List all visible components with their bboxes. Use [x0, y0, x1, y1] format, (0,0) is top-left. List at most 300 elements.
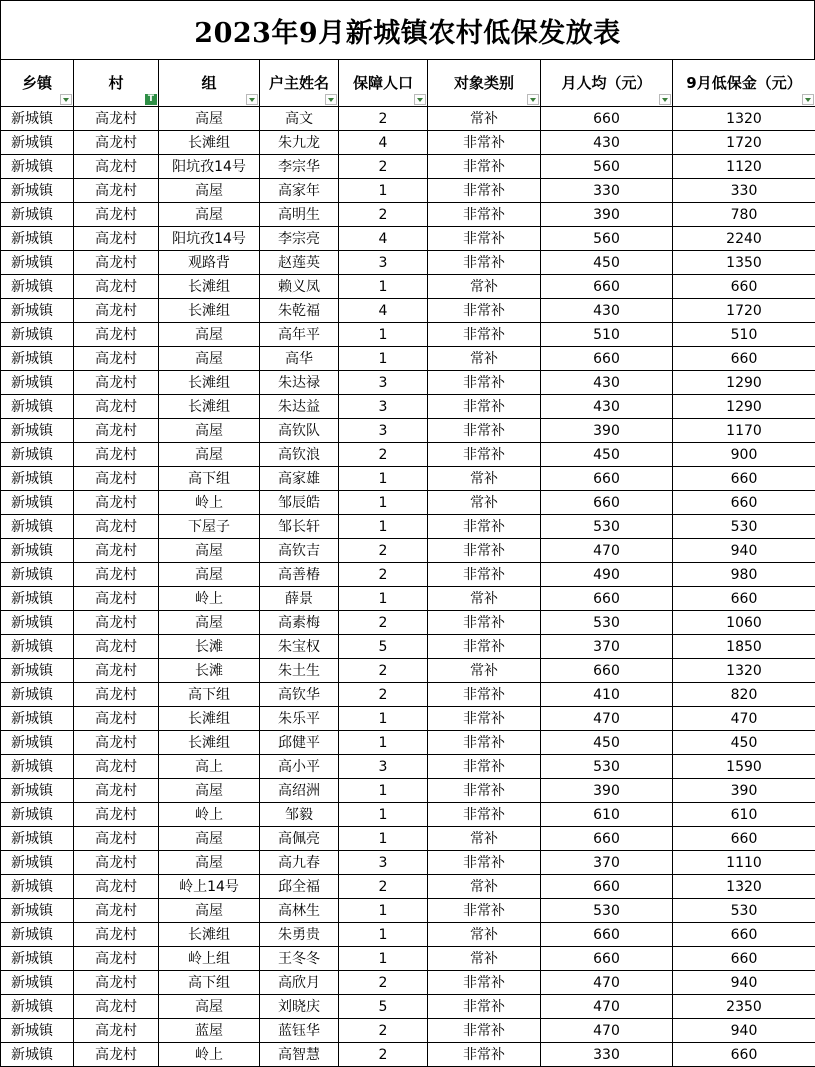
- table-cell[interactable]: 470: [541, 995, 673, 1019]
- table-cell[interactable]: 非常补: [428, 1043, 541, 1067]
- filter-dropdown-icon[interactable]: [527, 94, 539, 105]
- table-cell[interactable]: 高龙村: [74, 779, 159, 803]
- table-cell[interactable]: 1: [339, 587, 428, 611]
- table-cell[interactable]: 660: [673, 347, 815, 371]
- table-cell[interactable]: 1: [339, 923, 428, 947]
- table-cell[interactable]: 2: [339, 875, 428, 899]
- table-cell[interactable]: 660: [673, 467, 815, 491]
- table-cell[interactable]: 高屋: [159, 995, 260, 1019]
- table-cell[interactable]: 高钦浪: [260, 443, 339, 467]
- table-cell[interactable]: 新城镇: [1, 491, 74, 515]
- table-cell[interactable]: 新城镇: [1, 1019, 74, 1043]
- table-cell[interactable]: 新城镇: [1, 539, 74, 563]
- table-cell[interactable]: 1350: [673, 251, 815, 275]
- table-cell[interactable]: 非常补: [428, 131, 541, 155]
- filter-active-icon[interactable]: [145, 94, 157, 105]
- table-cell[interactable]: 1: [339, 827, 428, 851]
- table-cell[interactable]: 长滩组: [159, 395, 260, 419]
- table-cell[interactable]: 高屋: [159, 179, 260, 203]
- table-cell[interactable]: 朱宝权: [260, 635, 339, 659]
- table-cell[interactable]: 新城镇: [1, 467, 74, 491]
- table-cell[interactable]: 岭上: [159, 1043, 260, 1067]
- table-cell[interactable]: 邱全福: [260, 875, 339, 899]
- table-cell[interactable]: 高龙村: [74, 299, 159, 323]
- filter-dropdown-icon[interactable]: [802, 94, 814, 105]
- table-cell[interactable]: 高家年: [260, 179, 339, 203]
- table-cell[interactable]: 新城镇: [1, 611, 74, 635]
- table-cell[interactable]: 新城镇: [1, 731, 74, 755]
- table-cell[interactable]: 非常补: [428, 683, 541, 707]
- table-cell[interactable]: 1320: [673, 875, 815, 899]
- table-cell[interactable]: 非常补: [428, 227, 541, 251]
- table-cell[interactable]: 朱勇贵: [260, 923, 339, 947]
- table-cell[interactable]: 高屋: [159, 347, 260, 371]
- table-cell[interactable]: 560: [541, 155, 673, 179]
- table-cell[interactable]: 410: [541, 683, 673, 707]
- table-cell[interactable]: 1720: [673, 131, 815, 155]
- table-cell[interactable]: 新城镇: [1, 971, 74, 995]
- table-cell[interactable]: 新城镇: [1, 995, 74, 1019]
- table-cell[interactable]: 新城镇: [1, 107, 74, 131]
- table-cell[interactable]: 新城镇: [1, 275, 74, 299]
- table-cell[interactable]: 430: [541, 299, 673, 323]
- table-cell[interactable]: 660: [673, 275, 815, 299]
- table-cell[interactable]: 岭上: [159, 491, 260, 515]
- table-cell[interactable]: 660: [541, 659, 673, 683]
- table-cell[interactable]: 高龙村: [74, 419, 159, 443]
- table-cell[interactable]: 470: [541, 1019, 673, 1043]
- table-cell[interactable]: 新城镇: [1, 515, 74, 539]
- table-cell[interactable]: 李宗亮: [260, 227, 339, 251]
- table-cell[interactable]: 3: [339, 755, 428, 779]
- table-cell[interactable]: 470: [541, 971, 673, 995]
- table-cell[interactable]: 非常补: [428, 755, 541, 779]
- table-cell[interactable]: 岭上14号: [159, 875, 260, 899]
- table-cell[interactable]: 390: [673, 779, 815, 803]
- table-cell[interactable]: 岭上: [159, 803, 260, 827]
- table-cell[interactable]: 高下组: [159, 467, 260, 491]
- table-cell[interactable]: 高屋: [159, 899, 260, 923]
- table-cell[interactable]: 1: [339, 323, 428, 347]
- table-cell[interactable]: 非常补: [428, 179, 541, 203]
- table-cell[interactable]: 非常补: [428, 851, 541, 875]
- table-cell[interactable]: 新城镇: [1, 395, 74, 419]
- table-cell[interactable]: 4: [339, 131, 428, 155]
- table-cell[interactable]: 980: [673, 563, 815, 587]
- table-cell[interactable]: 2: [339, 1043, 428, 1067]
- table-cell[interactable]: 1: [339, 947, 428, 971]
- table-cell[interactable]: 1120: [673, 155, 815, 179]
- table-cell[interactable]: 高智慧: [260, 1043, 339, 1067]
- table-cell[interactable]: 非常补: [428, 563, 541, 587]
- table-cell[interactable]: 朱九龙: [260, 131, 339, 155]
- table-cell[interactable]: 阳坑孜14号: [159, 155, 260, 179]
- table-cell[interactable]: 390: [541, 779, 673, 803]
- table-cell[interactable]: 330: [541, 179, 673, 203]
- table-cell[interactable]: 新城镇: [1, 323, 74, 347]
- table-cell[interactable]: 新城镇: [1, 635, 74, 659]
- table-cell[interactable]: 高下组: [159, 971, 260, 995]
- table-cell[interactable]: 1: [339, 731, 428, 755]
- table-cell[interactable]: 邱健平: [260, 731, 339, 755]
- table-cell[interactable]: 高龙村: [74, 323, 159, 347]
- table-cell[interactable]: 邹毅: [260, 803, 339, 827]
- table-cell[interactable]: 660: [673, 1043, 815, 1067]
- table-cell[interactable]: 蓝屋: [159, 1019, 260, 1043]
- table-cell[interactable]: 新城镇: [1, 251, 74, 275]
- table-cell[interactable]: 非常补: [428, 971, 541, 995]
- table-cell[interactable]: 820: [673, 683, 815, 707]
- table-cell[interactable]: 高绍洲: [260, 779, 339, 803]
- table-cell[interactable]: 高屋: [159, 539, 260, 563]
- table-cell[interactable]: 660: [673, 827, 815, 851]
- table-cell[interactable]: 2: [339, 971, 428, 995]
- table-cell[interactable]: 常补: [428, 827, 541, 851]
- table-cell[interactable]: 660: [673, 947, 815, 971]
- table-cell[interactable]: 1170: [673, 419, 815, 443]
- table-cell[interactable]: 新城镇: [1, 923, 74, 947]
- table-cell[interactable]: 610: [541, 803, 673, 827]
- table-cell[interactable]: 岭上: [159, 587, 260, 611]
- table-cell[interactable]: 1: [339, 707, 428, 731]
- table-cell[interactable]: 长滩: [159, 659, 260, 683]
- table-cell[interactable]: 高龙村: [74, 659, 159, 683]
- table-cell[interactable]: 赵莲英: [260, 251, 339, 275]
- table-cell[interactable]: 1: [339, 347, 428, 371]
- table-cell[interactable]: 非常补: [428, 203, 541, 227]
- table-cell[interactable]: 常补: [428, 947, 541, 971]
- table-cell[interactable]: 长滩组: [159, 275, 260, 299]
- table-cell[interactable]: 1: [339, 515, 428, 539]
- table-cell[interactable]: 新城镇: [1, 443, 74, 467]
- table-cell[interactable]: 660: [541, 587, 673, 611]
- table-cell[interactable]: 非常补: [428, 707, 541, 731]
- table-cell[interactable]: 高龙村: [74, 683, 159, 707]
- table-cell[interactable]: 高龙村: [74, 899, 159, 923]
- table-cell[interactable]: 高龙村: [74, 731, 159, 755]
- table-cell[interactable]: 高龙村: [74, 539, 159, 563]
- table-cell[interactable]: 非常补: [428, 299, 541, 323]
- table-cell[interactable]: 高欣月: [260, 971, 339, 995]
- table-cell[interactable]: 高龙村: [74, 1019, 159, 1043]
- table-cell[interactable]: 660: [673, 491, 815, 515]
- table-cell[interactable]: 高善椿: [260, 563, 339, 587]
- table-cell[interactable]: 330: [673, 179, 815, 203]
- table-cell[interactable]: 660: [541, 347, 673, 371]
- table-cell[interactable]: 新城镇: [1, 851, 74, 875]
- table-cell[interactable]: 高龙村: [74, 755, 159, 779]
- table-cell[interactable]: 非常补: [428, 1019, 541, 1043]
- table-cell[interactable]: 高屋: [159, 443, 260, 467]
- table-cell[interactable]: 高屋: [159, 851, 260, 875]
- table-cell[interactable]: 非常补: [428, 779, 541, 803]
- table-cell[interactable]: 1590: [673, 755, 815, 779]
- table-cell[interactable]: 660: [541, 875, 673, 899]
- table-cell[interactable]: 高素梅: [260, 611, 339, 635]
- table-cell[interactable]: 高龙村: [74, 395, 159, 419]
- table-cell[interactable]: 长滩: [159, 635, 260, 659]
- table-cell[interactable]: 高钦队: [260, 419, 339, 443]
- table-cell[interactable]: 高屋: [159, 323, 260, 347]
- table-cell[interactable]: 390: [541, 203, 673, 227]
- table-cell[interactable]: 高龙村: [74, 515, 159, 539]
- table-cell[interactable]: 560: [541, 227, 673, 251]
- table-cell[interactable]: 660: [673, 923, 815, 947]
- filter-dropdown-icon[interactable]: [325, 94, 337, 105]
- table-cell[interactable]: 新城镇: [1, 563, 74, 587]
- table-cell[interactable]: 邹长轩: [260, 515, 339, 539]
- table-cell[interactable]: 530: [541, 899, 673, 923]
- table-cell[interactable]: 2350: [673, 995, 815, 1019]
- table-cell[interactable]: 新城镇: [1, 179, 74, 203]
- table-cell[interactable]: 370: [541, 635, 673, 659]
- table-cell[interactable]: 高龙村: [74, 803, 159, 827]
- table-cell[interactable]: 长滩组: [159, 923, 260, 947]
- table-cell[interactable]: 1290: [673, 395, 815, 419]
- table-cell[interactable]: 1320: [673, 107, 815, 131]
- table-cell[interactable]: 2: [339, 203, 428, 227]
- table-cell[interactable]: 高钦华: [260, 683, 339, 707]
- table-cell[interactable]: 1: [339, 491, 428, 515]
- table-cell[interactable]: 非常补: [428, 803, 541, 827]
- table-cell[interactable]: 高家雄: [260, 467, 339, 491]
- table-cell[interactable]: 1: [339, 803, 428, 827]
- table-cell[interactable]: 4: [339, 299, 428, 323]
- table-cell[interactable]: 阳坑孜14号: [159, 227, 260, 251]
- table-cell[interactable]: 长滩组: [159, 731, 260, 755]
- table-cell[interactable]: 新城镇: [1, 419, 74, 443]
- table-cell[interactable]: 3: [339, 395, 428, 419]
- table-cell[interactable]: 常补: [428, 587, 541, 611]
- table-cell[interactable]: 3: [339, 851, 428, 875]
- table-cell[interactable]: 非常补: [428, 443, 541, 467]
- table-cell[interactable]: 高小平: [260, 755, 339, 779]
- table-cell[interactable]: 高龙村: [74, 587, 159, 611]
- table-cell[interactable]: 高龙村: [74, 851, 159, 875]
- table-cell[interactable]: 新城镇: [1, 899, 74, 923]
- table-cell[interactable]: 900: [673, 443, 815, 467]
- table-cell[interactable]: 940: [673, 1019, 815, 1043]
- table-cell[interactable]: 新城镇: [1, 299, 74, 323]
- table-cell[interactable]: 2240: [673, 227, 815, 251]
- table-cell[interactable]: 370: [541, 851, 673, 875]
- table-cell[interactable]: 490: [541, 563, 673, 587]
- table-cell[interactable]: 1850: [673, 635, 815, 659]
- table-cell[interactable]: 4: [339, 227, 428, 251]
- table-cell[interactable]: 660: [541, 491, 673, 515]
- table-cell[interactable]: 高下组: [159, 683, 260, 707]
- table-cell[interactable]: 新城镇: [1, 707, 74, 731]
- table-cell[interactable]: 高屋: [159, 779, 260, 803]
- table-cell[interactable]: 新城镇: [1, 659, 74, 683]
- table-cell[interactable]: 非常补: [428, 899, 541, 923]
- table-cell[interactable]: 高龙村: [74, 203, 159, 227]
- table-cell[interactable]: 蓝钰华: [260, 1019, 339, 1043]
- table-cell[interactable]: 2: [339, 563, 428, 587]
- table-cell[interactable]: 高年平: [260, 323, 339, 347]
- table-cell[interactable]: 非常补: [428, 419, 541, 443]
- table-cell[interactable]: 非常补: [428, 611, 541, 635]
- table-cell[interactable]: 530: [673, 515, 815, 539]
- table-cell[interactable]: 330: [541, 1043, 673, 1067]
- table-cell[interactable]: 高龙村: [74, 371, 159, 395]
- table-cell[interactable]: 1: [339, 779, 428, 803]
- table-cell[interactable]: 高屋: [159, 611, 260, 635]
- table-cell[interactable]: 下屋子: [159, 515, 260, 539]
- table-cell[interactable]: 新城镇: [1, 203, 74, 227]
- table-cell[interactable]: 新城镇: [1, 131, 74, 155]
- table-cell[interactable]: 新城镇: [1, 227, 74, 251]
- table-cell[interactable]: 780: [673, 203, 815, 227]
- table-cell[interactable]: 刘晓庆: [260, 995, 339, 1019]
- table-cell[interactable]: 2: [339, 539, 428, 563]
- table-cell[interactable]: 450: [541, 443, 673, 467]
- table-cell[interactable]: 高屋: [159, 107, 260, 131]
- table-cell[interactable]: 高龙村: [74, 131, 159, 155]
- table-cell[interactable]: 1: [339, 179, 428, 203]
- table-cell[interactable]: 1720: [673, 299, 815, 323]
- table-cell[interactable]: 高华: [260, 347, 339, 371]
- table-cell[interactable]: 660: [541, 827, 673, 851]
- table-cell[interactable]: 高龙村: [74, 107, 159, 131]
- table-cell[interactable]: 470: [673, 707, 815, 731]
- table-cell[interactable]: 朱土生: [260, 659, 339, 683]
- table-cell[interactable]: 非常补: [428, 251, 541, 275]
- table-cell[interactable]: 朱乐平: [260, 707, 339, 731]
- table-cell[interactable]: 非常补: [428, 539, 541, 563]
- table-cell[interactable]: 李宗华: [260, 155, 339, 179]
- table-cell[interactable]: 610: [673, 803, 815, 827]
- table-cell[interactable]: 5: [339, 635, 428, 659]
- table-cell[interactable]: 3: [339, 419, 428, 443]
- table-cell[interactable]: 450: [673, 731, 815, 755]
- table-cell[interactable]: 高龙村: [74, 227, 159, 251]
- table-cell[interactable]: 660: [541, 107, 673, 131]
- table-cell[interactable]: 高龙村: [74, 347, 159, 371]
- table-cell[interactable]: 1060: [673, 611, 815, 635]
- table-cell[interactable]: 530: [541, 515, 673, 539]
- table-cell[interactable]: 940: [673, 971, 815, 995]
- table-cell[interactable]: 非常补: [428, 995, 541, 1019]
- table-cell[interactable]: 非常补: [428, 323, 541, 347]
- table-cell[interactable]: 高龙村: [74, 923, 159, 947]
- table-cell[interactable]: 非常补: [428, 731, 541, 755]
- table-cell[interactable]: 660: [541, 923, 673, 947]
- table-cell[interactable]: 高龙村: [74, 155, 159, 179]
- table-cell[interactable]: 高龙村: [74, 467, 159, 491]
- table-cell[interactable]: 1: [339, 467, 428, 491]
- table-cell[interactable]: 常补: [428, 107, 541, 131]
- table-cell[interactable]: 高林生: [260, 899, 339, 923]
- table-cell[interactable]: 5: [339, 995, 428, 1019]
- table-cell[interactable]: 非常补: [428, 371, 541, 395]
- table-cell[interactable]: 邹辰皓: [260, 491, 339, 515]
- table-cell[interactable]: 2: [339, 107, 428, 131]
- table-cell[interactable]: 长滩组: [159, 707, 260, 731]
- filter-dropdown-icon[interactable]: [414, 94, 426, 105]
- table-cell[interactable]: 赖义凤: [260, 275, 339, 299]
- table-cell[interactable]: 常补: [428, 467, 541, 491]
- table-cell[interactable]: 朱乾福: [260, 299, 339, 323]
- table-cell[interactable]: 高佩亮: [260, 827, 339, 851]
- table-cell[interactable]: 观路背: [159, 251, 260, 275]
- table-cell[interactable]: 2: [339, 659, 428, 683]
- table-cell[interactable]: 高龙村: [74, 251, 159, 275]
- table-cell[interactable]: 450: [541, 731, 673, 755]
- table-cell[interactable]: 940: [673, 539, 815, 563]
- table-cell[interactable]: 新城镇: [1, 827, 74, 851]
- table-cell[interactable]: 1: [339, 899, 428, 923]
- table-cell[interactable]: 高龙村: [74, 179, 159, 203]
- table-cell[interactable]: 新城镇: [1, 803, 74, 827]
- table-cell[interactable]: 高龙村: [74, 491, 159, 515]
- table-cell[interactable]: 高龙村: [74, 875, 159, 899]
- table-cell[interactable]: 2: [339, 1019, 428, 1043]
- table-cell[interactable]: 510: [541, 323, 673, 347]
- table-cell[interactable]: 常补: [428, 923, 541, 947]
- table-cell[interactable]: 450: [541, 251, 673, 275]
- table-cell[interactable]: 660: [541, 947, 673, 971]
- table-cell[interactable]: 高龙村: [74, 947, 159, 971]
- table-cell[interactable]: 高龙村: [74, 971, 159, 995]
- table-cell[interactable]: 2: [339, 443, 428, 467]
- table-cell[interactable]: 新城镇: [1, 875, 74, 899]
- table-cell[interactable]: 新城镇: [1, 1043, 74, 1067]
- table-cell[interactable]: 长滩组: [159, 299, 260, 323]
- table-cell[interactable]: 高龙村: [74, 611, 159, 635]
- table-cell[interactable]: 2: [339, 611, 428, 635]
- table-cell[interactable]: 660: [541, 275, 673, 299]
- table-cell[interactable]: 高九春: [260, 851, 339, 875]
- table-cell[interactable]: 高钦吉: [260, 539, 339, 563]
- filter-dropdown-icon[interactable]: [60, 94, 72, 105]
- table-cell[interactable]: 常补: [428, 491, 541, 515]
- table-cell[interactable]: 朱达禄: [260, 371, 339, 395]
- table-cell[interactable]: 430: [541, 131, 673, 155]
- table-cell[interactable]: 朱达益: [260, 395, 339, 419]
- table-cell[interactable]: 高龙村: [74, 707, 159, 731]
- table-cell[interactable]: 非常补: [428, 515, 541, 539]
- table-cell[interactable]: 高龙村: [74, 563, 159, 587]
- table-cell[interactable]: 高屋: [159, 203, 260, 227]
- table-cell[interactable]: 510: [673, 323, 815, 347]
- table-cell[interactable]: 高屋: [159, 419, 260, 443]
- filter-dropdown-icon[interactable]: [659, 94, 671, 105]
- table-cell[interactable]: 660: [673, 587, 815, 611]
- table-cell[interactable]: 新城镇: [1, 155, 74, 179]
- table-cell[interactable]: 非常补: [428, 395, 541, 419]
- table-cell[interactable]: 2: [339, 155, 428, 179]
- table-cell[interactable]: 530: [541, 611, 673, 635]
- table-cell[interactable]: 新城镇: [1, 755, 74, 779]
- table-cell[interactable]: 1290: [673, 371, 815, 395]
- table-cell[interactable]: 常补: [428, 659, 541, 683]
- table-cell[interactable]: 常补: [428, 875, 541, 899]
- table-cell[interactable]: 470: [541, 539, 673, 563]
- table-cell[interactable]: 660: [541, 467, 673, 491]
- table-cell[interactable]: 高屋: [159, 563, 260, 587]
- table-cell[interactable]: 530: [673, 899, 815, 923]
- table-cell[interactable]: 高文: [260, 107, 339, 131]
- table-cell[interactable]: 薛景: [260, 587, 339, 611]
- table-cell[interactable]: 1320: [673, 659, 815, 683]
- table-cell[interactable]: 高龙村: [74, 275, 159, 299]
- table-cell[interactable]: 3: [339, 251, 428, 275]
- table-cell[interactable]: 常补: [428, 275, 541, 299]
- table-cell[interactable]: 长滩组: [159, 131, 260, 155]
- table-cell[interactable]: 王冬冬: [260, 947, 339, 971]
- table-cell[interactable]: 430: [541, 395, 673, 419]
